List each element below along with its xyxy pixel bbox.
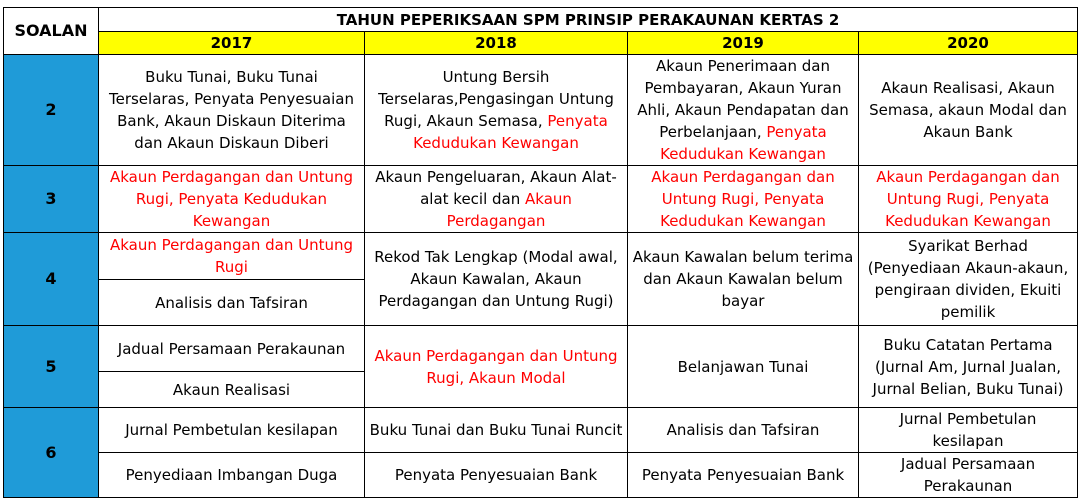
cell-q6-2018-bottom: Penyata Penyesuaian Bank [365,453,628,498]
cell-q6-2020-top: Jurnal Pembetulan kesilapan [859,408,1078,453]
question-number: 5 [4,326,99,408]
year-2018-header: 2018 [365,32,628,55]
question-number: 6 [4,408,99,498]
cell-q2-2017: Buku Tunai, Buku Tunai Terselaras, Penyata Penyesuaian Bank, Akaun Diskaun Diterima dan Akaun Diskaun Diberi [99,55,365,166]
cell-text: Akaun Penerimaan dan Pembayaran, Akaun Yuran Ahli, Akaun Pendapatan dan Perbelanjaan, [637,57,849,141]
cell-q4-2019: Akaun Kawalan belum terima dan Akaun Kawalan belum bayar [628,233,859,326]
cell-q5-2020: Buku Catatan Pertama (Jurnal Am, Jurnal Jualan, Jurnal Belian, Buku Tunai) [859,326,1078,408]
table-row-q2 [4,55,1078,166]
soalan-header: SOALAN [4,8,99,55]
cell-q3-2019: Akaun Perdagangan dan Untung Rugi, Penyata Kedudukan Kewangan [628,166,859,233]
table-row-q4 [4,233,1078,280]
cell-q5-2019: Belanjawan Tunai [628,326,859,408]
cell-q3-2017: Akaun Perdagangan dan Untung Rugi, Penyata Kedudukan Kewangan [99,166,365,233]
cell-q5-2017-bottom: Akaun Realisasi [99,372,365,408]
cell-q3-2018 [365,166,628,233]
cell-q4-2018: Rekod Tak Lengkap (Modal awal, Akaun Kawalan, Akaun Perdagangan dan Untung Rugi) [365,233,628,326]
table-row-q3 [4,166,1078,233]
cell-q6-2019-top: Analisis dan Tafsiran [628,408,859,453]
cell-q5-2018: Akaun Perdagangan dan Untung Rugi, Akaun Modal [365,326,628,408]
cell-q3-2020: Akaun Perdagangan dan Untung Rugi, Penyata Kedudukan Kewangan [859,166,1078,233]
cell-q4-2017-top: Akaun Perdagangan dan Untung Rugi [99,233,365,280]
cell-text: Akaun Pengeluaran, Akaun Alat-alat kecil dan [375,168,617,208]
cell-q4-2020: Syarikat Berhad (Penyediaan Akaun-akaun, pengiraan dividen, Ekuiti pemilik [859,233,1078,326]
cell-q6-2018-top: Buku Tunai dan Buku Tunai Runcit [365,408,628,453]
table-row-q5 [4,326,1078,372]
highlighted-text: Penyata Kedudukan Kewangan [660,123,827,163]
cell-q4-2017-bottom: Analisis dan Tafsiran [99,280,365,326]
table-row-q6b [4,453,1078,498]
table-title: TAHUN PEPERIKSAAN SPM PRINSIP PERAKAUNAN KERTAS 2 [99,8,1078,32]
cell-q2-2018 [365,55,628,166]
cell-q6-2017-bottom: Penyediaan Imbangan Duga [99,453,365,498]
cell-text: Untung Bersih Terselaras,Pengasingan Untung Rugi, Akaun Semasa, [378,68,614,130]
cell-q6-2019-bottom: Penyata Penyesuaian Bank [628,453,859,498]
cell-q6-2017-top: Jurnal Pembetulan kesilapan [99,408,365,453]
year-2017-header: 2017 [99,32,365,55]
highlighted-text: Akaun Perdagangan [446,190,572,230]
cell-q2-2019 [628,55,859,166]
question-number: 3 [4,166,99,233]
question-number: 2 [4,55,99,166]
highlighted-text: Penyata Kedudukan Kewangan [413,112,608,152]
cell-q6-2020-bottom: Jadual Persamaan Perakaunan [859,453,1078,498]
table-row-q6 [4,408,1078,453]
question-number: 4 [4,233,99,326]
year-2019-header: 2019 [628,32,859,55]
year-2020-header: 2020 [859,32,1078,55]
cell-q5-2017-top: Jadual Persamaan Perakaunan [99,326,365,372]
exam-topics-table [3,7,1078,498]
cell-q2-2020: Akaun Realisasi, Akaun Semasa, akaun Modal dan Akaun Bank [859,55,1078,166]
